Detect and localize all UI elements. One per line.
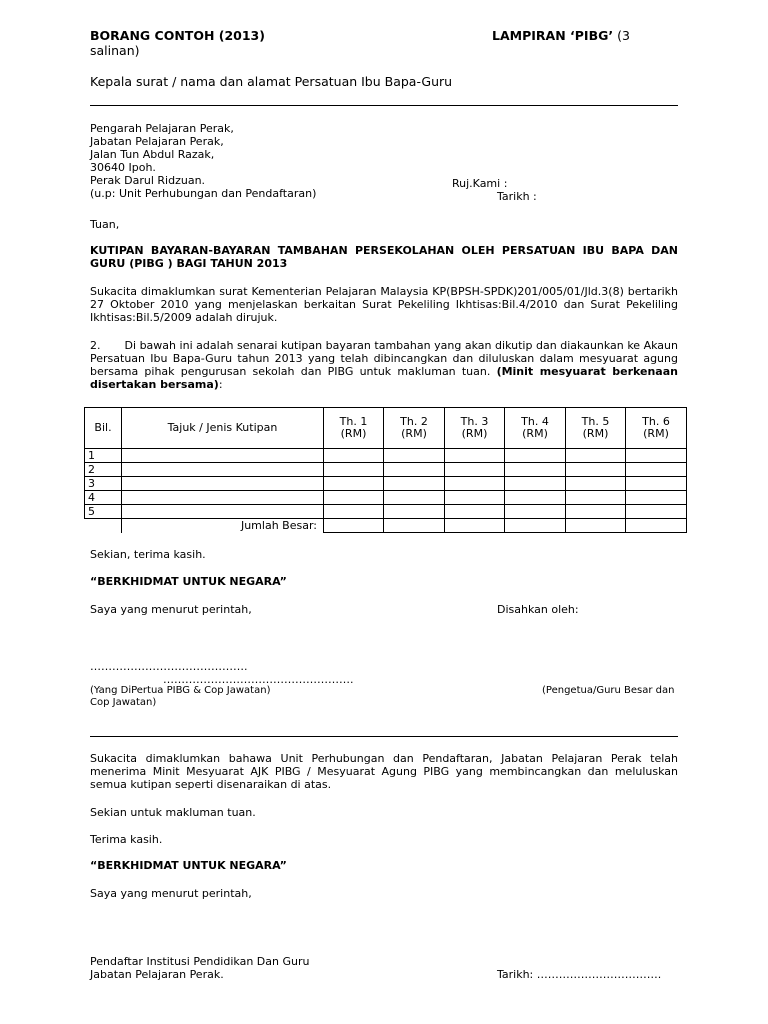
copies-suffix: salinan) [90,43,140,58]
lampiran-title: LAMPIRAN ‘PIBG’ [492,28,614,43]
recipient-line: (u.p: Unit Perhubungan dan Pendaftaran) [90,187,317,200]
amount-cell[interactable] [384,449,445,463]
amount-cell[interactable] [384,505,445,519]
section2-closing: Sekian untuk makluman tuan. [90,806,256,819]
closing-text: Sekian, terima kasih. [90,548,206,561]
signature-line-left[interactable]: ……………………………………. [90,660,248,673]
signatory-label: Saya yang menurut perintah, [90,603,252,616]
fee-title-cell[interactable] [122,449,324,463]
year-label: Th. 3 [460,415,489,428]
table-row [85,491,687,505]
total-label: Jumlah Besar: [122,519,324,533]
fee-title-cell[interactable] [122,463,324,477]
amount-cell[interactable] [324,463,384,477]
amount-cell[interactable] [505,477,566,491]
amount-cell[interactable] [566,477,626,491]
pibg-chair-caption: (Yang DiPertua PIBG & Cop Jawatan) [90,685,271,696]
table-row [85,477,687,491]
year-label: Th. 5 [581,415,610,428]
form-title: BORANG CONTOH (2013) [90,28,265,43]
table-row [85,463,687,477]
tarikh-label: Tarikh : [497,190,537,203]
amount-cell[interactable] [626,491,687,505]
column-header-year [445,408,505,449]
paragraph-2-colon: : [218,378,223,391]
minutes-note: (Minit mesyuarat berkenaan disertakan bersama) [90,365,678,391]
year-unit: (RM) [461,427,488,440]
amount-cell[interactable] [384,477,445,491]
amount-cell[interactable] [324,449,384,463]
table-header-row [85,408,687,449]
signature-line-right[interactable]: ……………………………………………. [163,673,354,686]
table-row [85,505,687,519]
paragraph-2-text: Di bawah ini adalah senarai kutipan bayaran tambahan yang akan dikutip dan diakaunkan ke Akaun Persatuan Ibu Bapa-Guru tahun 2013 yang telah dibincangkan dan diluluskan dalam mesyuarat agung bersama pihak pengurusan sekolah dan PIBG untuk makluman tuan. [90,339,678,378]
principal-caption-cont: Cop Jawatan) [90,697,157,708]
section2-signatory-label: Saya yang menurut perintah, [90,887,252,900]
year-unit: (RM) [401,427,427,440]
row-number: 2 [85,463,122,477]
row-number: 4 [85,491,122,505]
amount-cell[interactable] [566,491,626,505]
section2-date-field[interactable]: Tarikh: ……………………………. [497,968,662,981]
paragraph-number: 2. [90,339,101,352]
column-header-year [384,408,445,449]
acknowledgement-paragraph: Sukacita dimaklumkan bahawa Unit Perhubungan dan Pendaftaran, Jabatan Pelajaran Perak telah menerima Minit Mesyuarat AJK PIBG / Mesyuarat Agung PIBG yang membincangkan dan meluluskan semua kutipan seperti disenaraikan di atas. [90,752,678,791]
amount-cell[interactable] [324,477,384,491]
row-number: 5 [85,505,122,519]
year-unit: (RM) [522,427,548,440]
amount-cell[interactable] [626,463,687,477]
year-unit: (RM) [582,427,609,440]
total-cell[interactable] [505,519,566,533]
year-unit: (RM) [643,427,669,440]
fee-title-cell[interactable] [122,505,324,519]
amount-cell[interactable] [626,449,687,463]
copies-count: (3 [617,28,630,43]
total-cell[interactable] [626,519,687,533]
registrar-title: Pendaftar Institusi Pendidikan Dan Guru [90,955,310,968]
lampiran-label [492,29,630,43]
section2-motto: “BERKHIDMAT UNTUK NEGARA” [90,859,287,872]
fee-title-cell[interactable] [122,477,324,491]
row-number: 1 [85,449,122,463]
amount-cell[interactable] [384,463,445,477]
recipient-line: Jalan Tun Abdul Razak, [90,148,215,161]
amount-cell[interactable] [566,505,626,519]
amount-cell[interactable] [324,491,384,505]
year-label: Th. 2 [400,415,428,428]
total-cell[interactable] [384,519,445,533]
section2-thanks: Terima kasih. [90,833,163,846]
total-cell[interactable] [566,519,626,533]
column-header-year [626,408,687,449]
amount-cell[interactable] [324,505,384,519]
year-label: Th. 6 [642,415,670,428]
year-unit: (RM) [340,427,367,440]
recipient-line: Perak Darul Ridzuan. [90,174,206,187]
column-header-tajuk: Tajuk / Jenis Kutipan [122,408,324,449]
row-number: 3 [85,477,122,491]
fee-title-cell[interactable] [122,491,324,505]
amount-cell[interactable] [566,449,626,463]
paragraph-1: Sukacita dimaklumkan surat Kementerian Pelajaran Malaysia KP(BPSH-SPDK)201/005/01/Jld.3(8) bertarikh 27 Oktober 2010 yang menjelaskan berkaitan Surat Pekeliling Ikhtisas:Bil.4/2010 dan Surat Pekeliling Ikhtisas:Bil.5/2009 adalah dirujuk. [90,285,678,324]
recipient-line: Pengarah Pelajaran Perak, [90,122,234,135]
column-header-year [566,408,626,449]
principal-caption: (Pengetua/Guru Besar dan [542,685,675,696]
amount-cell[interactable] [445,491,505,505]
amount-cell[interactable] [505,449,566,463]
total-spacer [85,519,122,533]
amount-cell[interactable] [626,477,687,491]
amount-cell[interactable] [445,477,505,491]
column-header-year [324,408,384,449]
motto: “BERKHIDMAT UNTUK NEGARA” [90,575,287,588]
total-cell[interactable] [445,519,505,533]
table-row [85,449,687,463]
endorsed-by-label: Disahkan oleh: [497,603,579,616]
year-label: Th. 1 [339,415,368,428]
total-cell[interactable] [324,519,384,533]
amount-cell[interactable] [445,505,505,519]
recipient-address [90,122,316,200]
amount-cell[interactable] [566,463,626,477]
registrar-department: Jabatan Pelajaran Perak. [90,968,224,981]
letterhead-placeholder: Kepala surat / nama dan alamat Persatuan Ibu Bapa-Guru [90,74,453,89]
section-divider [90,736,678,737]
fee-table [84,407,687,533]
ruj-kami-label: Ruj.Kami : [452,177,508,190]
year-label: Th. 4 [521,415,549,428]
header-divider [90,105,678,106]
amount-cell[interactable] [445,449,505,463]
letter-subject: KUTIPAN BAYARAN-BAYARAN TAMBAHAN PERSEKOLAHAN OLEH PERSATUAN IBU BAPA DAN GURU (PIBG ) BAGI TAHUN 2013 [90,244,678,270]
amount-cell[interactable] [505,463,566,477]
column-header-year [505,408,566,449]
recipient-line: 30640 Ipoh. [90,161,156,174]
total-row [85,519,687,533]
amount-cell[interactable] [445,463,505,477]
amount-cell[interactable] [626,505,687,519]
column-header-bil: Bil. [85,408,122,449]
amount-cell[interactable] [505,505,566,519]
amount-cell[interactable] [384,491,445,505]
paragraph-2 [90,339,678,391]
salutation: Tuan, [90,218,120,231]
recipient-line: Jabatan Pelajaran Perak, [90,135,224,148]
amount-cell[interactable] [505,491,566,505]
